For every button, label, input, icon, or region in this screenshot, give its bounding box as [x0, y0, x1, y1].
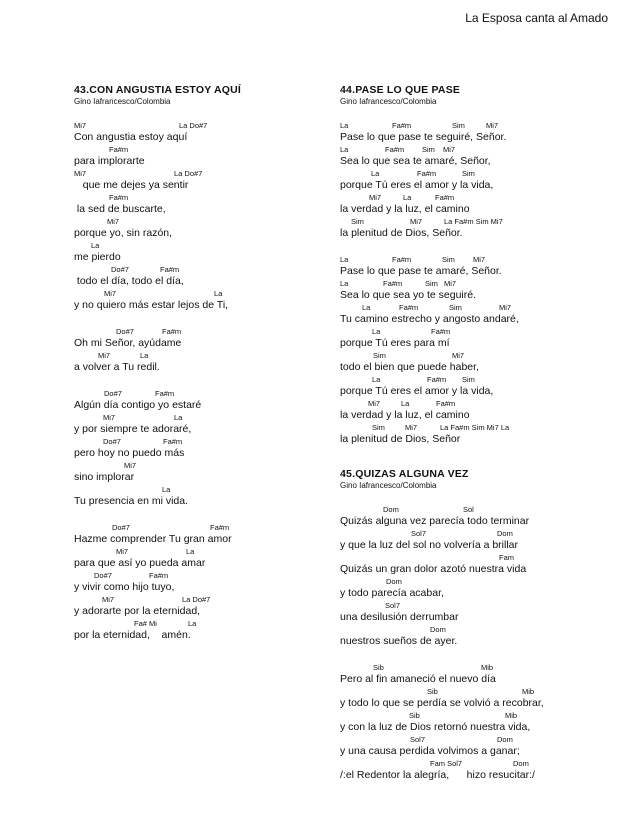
song-line: [74, 436, 324, 460]
chord: Sib: [427, 687, 438, 696]
chord-row: [340, 192, 620, 203]
chord: La: [403, 193, 412, 202]
chord: Dom: [383, 505, 399, 514]
lyric-line: la sed de buscarte,: [74, 203, 166, 215]
lyric-line: porque Tú eres para mí: [340, 337, 450, 349]
chord: La: [140, 351, 149, 360]
chord: Do#7: [104, 389, 122, 398]
song-line: [74, 264, 324, 288]
chord-row: [340, 168, 620, 179]
chord: La: [372, 327, 381, 336]
chord-row: [74, 144, 324, 155]
chord: Mi7: [499, 303, 512, 312]
chord: Fa#m: [383, 279, 403, 288]
chord: Do#7: [103, 437, 121, 446]
chord: Mib: [505, 711, 518, 720]
chord: Sib: [409, 711, 420, 720]
song-line: [340, 600, 620, 624]
chord: Mi7: [107, 217, 120, 226]
lyric-line: una desilusión derrumbar: [340, 611, 459, 623]
song-line: [74, 388, 324, 412]
lyric-line: sino implorar: [74, 471, 135, 483]
song-line: [340, 398, 620, 422]
song-line: [74, 522, 324, 546]
song-line: [74, 618, 324, 642]
chord: La: [371, 169, 380, 178]
song-line: [340, 192, 620, 216]
chord: Fa#m: [436, 399, 456, 408]
chord: Mi7: [98, 351, 111, 360]
chord: La: [91, 241, 100, 250]
chord-row: [74, 484, 324, 495]
chord-row: [340, 254, 620, 265]
song-author: Gino Iafrancesco/Colombia: [74, 97, 171, 106]
lyric-line: /:el Redentor la alegría, hizo resucitar:/: [340, 769, 535, 781]
chord: Mi7: [473, 255, 486, 264]
chord: Mi7: [444, 279, 457, 288]
chord: Do#7: [111, 265, 129, 274]
chord: Dom: [497, 529, 513, 538]
lyric-line: Hazme comprender Tu gran amor: [74, 533, 232, 545]
lyric-line: y que la luz del sol no volvería a brillar: [340, 539, 519, 551]
chord: Mib: [522, 687, 535, 696]
chord-row: [340, 374, 620, 385]
lyric-line: nuestros sueños de ayer.: [340, 635, 458, 647]
song-line: [74, 216, 324, 240]
song-line: [340, 422, 620, 446]
chord: Sim: [442, 255, 455, 264]
chord: Sim: [425, 279, 438, 288]
song-line: [74, 144, 324, 168]
lyric-line: y no quiero más estar lejos de Ti,: [74, 299, 229, 311]
chord: Sol7: [385, 601, 401, 610]
chord: La: [340, 121, 349, 130]
song-line: [74, 594, 324, 618]
chord: La: [186, 547, 195, 556]
chord-row: [340, 326, 620, 337]
chord-row: [74, 240, 324, 251]
page-header-title: La Esposa canta al Amado: [465, 11, 608, 25]
chord: Mi7: [405, 423, 418, 432]
chord: Fa#m: [149, 571, 169, 580]
chord: Sim: [351, 217, 364, 226]
chord: La: [174, 413, 183, 422]
chord: Mi7: [74, 169, 87, 178]
lyric-line: Quizás alguna vez parecía todo terminar: [340, 515, 530, 527]
chord: Fam: [499, 553, 514, 562]
lyric-line: porque Tú eres el amor y la vida,: [340, 179, 494, 191]
song-line: [340, 734, 620, 758]
chord: Mi7: [452, 351, 465, 360]
chord: Sim: [372, 423, 385, 432]
lyric-line: y una causa perdida volvimos a ganar;: [340, 745, 520, 757]
lyric-line: la verdad y la luz, el camino: [340, 203, 470, 215]
chord: La: [188, 619, 197, 628]
song-line: [340, 758, 620, 782]
lyric-line: porque Tú eres el amor y la vida,: [340, 385, 494, 397]
song-line: [340, 326, 620, 350]
chord-row: [340, 710, 620, 721]
chord: Fa#m: [399, 303, 419, 312]
chord: La: [340, 255, 349, 264]
song-line: [74, 168, 324, 192]
song-line: [74, 120, 324, 144]
chord: Fa#m: [109, 193, 129, 202]
song-line: [74, 460, 324, 484]
chord-row: [74, 412, 324, 423]
chord-row: [74, 264, 324, 275]
chord: Fa#m: [155, 389, 175, 398]
song-line: [74, 288, 324, 312]
chord: Dom: [497, 735, 513, 744]
chord-row: [74, 168, 324, 179]
chord-row: [74, 570, 324, 581]
chord-row: [340, 422, 620, 433]
chord: La: [340, 279, 349, 288]
chord: Fa#m: [435, 193, 455, 202]
song-line: [340, 576, 620, 600]
chord-row: [74, 618, 324, 629]
chord-row: [340, 576, 620, 587]
lyric-line: Sea lo que sea te amaré, Señor,: [340, 155, 491, 167]
chord: Sol7: [411, 529, 427, 538]
lyric-line: Pase lo que pase te amaré, Señor.: [340, 265, 502, 277]
chord-row: [340, 734, 620, 745]
chord: Mi7: [368, 399, 381, 408]
chord-row: [340, 120, 620, 131]
chord-row: [74, 350, 324, 361]
chord-row: [74, 192, 324, 203]
song-line: [74, 326, 324, 350]
chord-row: [74, 388, 324, 399]
chord-row: [340, 504, 620, 515]
chord-row: [340, 758, 620, 769]
chord: Sol7: [410, 735, 426, 744]
lyric-line: y con la luz de Dios retornó nuestra vida,: [340, 721, 531, 733]
chord-row: [340, 216, 620, 227]
lyric-line: Quizás un gran dolor azotó nuestra vida: [340, 563, 527, 575]
lyric-line: y todo lo que se perdía se volvió a recobrar,: [340, 697, 544, 709]
song-line: [74, 546, 324, 570]
song-line: [74, 484, 324, 508]
song-line: [74, 192, 324, 216]
chord-row: [74, 216, 324, 227]
lyric-line: todo el día, todo el día,: [74, 275, 184, 287]
lyric-line: para implorarte: [74, 155, 145, 167]
lyric-line: Pase lo que pase te seguiré, Señor.: [340, 131, 507, 143]
lyric-line: Sea lo que sea yo te seguiré.: [340, 289, 477, 301]
chord: La Do#7: [174, 169, 203, 178]
chord-row: [74, 436, 324, 447]
stanza-gap: [74, 374, 324, 388]
chord: Mi7: [102, 595, 115, 604]
lyric-line: Algún día contigo yo estaré: [74, 399, 202, 411]
chord: Mi7: [103, 413, 116, 422]
chord-row: [74, 288, 324, 299]
lyric-line: a volver a Tu redil.: [74, 361, 160, 373]
song-author: Gino Iafrancesco/Colombia: [340, 481, 437, 490]
lyric-line: la plenitud de Dios, Señor.: [340, 227, 463, 239]
chord: La: [372, 375, 381, 384]
chord: Mi7: [369, 193, 382, 202]
chord: Sim: [449, 303, 462, 312]
chord: Fa#m: [210, 523, 230, 532]
lyric-line: la plenitud de Dios, Señor: [340, 433, 461, 445]
song-line: [340, 216, 620, 240]
stanza-gap: [74, 508, 324, 522]
chord: Fam Sol7: [430, 759, 463, 768]
chord: Mi7: [116, 547, 129, 556]
chord: Fa#m: [385, 145, 405, 154]
chord: Mi7: [410, 217, 423, 226]
song-line: [340, 662, 620, 686]
song-line: [340, 168, 620, 192]
chord: Fa#m: [392, 121, 412, 130]
chord: Sim: [452, 121, 465, 130]
chord-row: [74, 546, 324, 557]
chord: Sim: [373, 351, 386, 360]
chord: Fa#m: [431, 327, 451, 336]
song-line: [340, 504, 620, 528]
chord-row: [74, 120, 324, 131]
song-line: [340, 528, 620, 552]
chord: La: [214, 289, 223, 298]
chord-row: [74, 594, 324, 605]
left-column: [74, 84, 324, 642]
song-line: [340, 302, 620, 326]
song-line: [340, 374, 620, 398]
song-line: [340, 254, 620, 278]
chord: La Do#7: [182, 595, 211, 604]
chord: Fa#m: [417, 169, 437, 178]
lyric-line: Oh mi Señor, ayúdame: [74, 337, 182, 349]
lyric-line: Pero al fin amaneció el nuevo día: [340, 673, 496, 685]
chord: Sib: [373, 663, 384, 672]
chord-row: [340, 600, 620, 611]
lyric-line: Con angustia estoy aquí: [74, 131, 188, 143]
lyric-line: la verdad y la luz, el camino: [340, 409, 470, 421]
chord-row: [74, 522, 324, 533]
song-author: Gino Iafrancesco/Colombia: [340, 97, 437, 106]
chord-row: [340, 144, 620, 155]
chord-row: [74, 460, 324, 471]
song-line: [74, 412, 324, 436]
song-title: 43.CON ANGUSTIA ESTOY AQUÍ: [74, 84, 242, 96]
chord: Sim: [462, 169, 475, 178]
chord: Fa#m: [162, 327, 182, 336]
chord: Dom: [513, 759, 529, 768]
chord-row: [340, 528, 620, 539]
chord: Mi7: [74, 121, 87, 130]
song-line: [340, 144, 620, 168]
chord: La: [162, 485, 171, 494]
chord: Mi7: [104, 289, 117, 298]
song-line: [340, 278, 620, 302]
lyric-line: y por siempre te adoraré,: [74, 423, 192, 435]
song-line: [340, 624, 620, 648]
right-column: [340, 84, 620, 782]
chord-row: [340, 686, 620, 697]
song-43: [74, 84, 324, 642]
chord: Do#7: [94, 571, 112, 580]
song-line: [74, 350, 324, 374]
chord: Sim: [422, 145, 435, 154]
chord-row: [340, 302, 620, 313]
chord: Fa#m: [109, 145, 129, 154]
chord: Dom: [430, 625, 446, 634]
lyric-line: todo el bien que puede haber,: [340, 361, 479, 373]
chord: La: [362, 303, 371, 312]
song-line: [340, 350, 620, 374]
chord: Mi7: [124, 461, 137, 470]
chord: La: [340, 145, 349, 154]
chord-row: [340, 624, 620, 635]
chord: Do#7: [116, 327, 134, 336]
chord: La: [401, 399, 410, 408]
lyric-line: pero hoy no puedo más: [74, 447, 185, 459]
stanza-gap: [74, 312, 324, 326]
lyric-line: para que así yo pueda amar: [74, 557, 206, 569]
chord: Dom: [386, 577, 402, 586]
song-45: [340, 468, 620, 782]
lyric-line: porque yo, sin razón,: [74, 227, 173, 239]
stanza-gap: [340, 240, 620, 254]
lyric-line: y adorarte por la eternidad,: [74, 605, 201, 617]
chord: La Do#7: [179, 121, 208, 130]
chord-row: [340, 398, 620, 409]
chord: Mib: [481, 663, 494, 672]
song-spacer: [340, 446, 620, 468]
chord: Sol: [463, 505, 474, 514]
song-line: [74, 240, 324, 264]
chord: Fa#m: [392, 255, 412, 264]
chord-row: [340, 350, 620, 361]
chord: La Fa#m Sim Mi7 La: [440, 423, 510, 432]
lyric-line: Tu presencia en mi vida.: [74, 495, 188, 507]
song-title: 45.QUIZAS ALGUNA VEZ: [340, 468, 469, 480]
song-line: [74, 570, 324, 594]
chord: Do#7: [112, 523, 130, 532]
song-line: [340, 686, 620, 710]
chord: Fa#m: [427, 375, 447, 384]
lyric-line: me pierdo: [74, 251, 121, 263]
song-line: [340, 710, 620, 734]
chord-row: [340, 552, 620, 563]
lyric-line: y vivir como hijo tuyo,: [74, 581, 175, 593]
lyric-line: y todo parecía acabar,: [340, 587, 444, 599]
chord-row: [340, 662, 620, 673]
stanza-gap: [340, 648, 620, 662]
lyric-line: por la eternidad, amén.: [74, 629, 191, 641]
chord: Mi7: [443, 145, 456, 154]
song-title: 44.PASE LO QUE PASE: [340, 84, 461, 96]
chord: Fa#m: [160, 265, 180, 274]
chord: Mi7: [486, 121, 499, 130]
song-44: [340, 84, 620, 446]
song-line: [340, 120, 620, 144]
chord: Sim: [462, 375, 475, 384]
chord: Fa# Mi: [134, 619, 157, 628]
song-line: [340, 552, 620, 576]
chord: Fa#m: [163, 437, 183, 446]
chord-row: [340, 278, 620, 289]
chord: La Fa#m Sim Mi7: [444, 217, 503, 226]
lyric-line: Tu camino estrecho y angosto andaré,: [340, 313, 519, 325]
chord-row: [74, 326, 324, 337]
lyric-line: que me dejes ya sentir: [74, 179, 189, 191]
